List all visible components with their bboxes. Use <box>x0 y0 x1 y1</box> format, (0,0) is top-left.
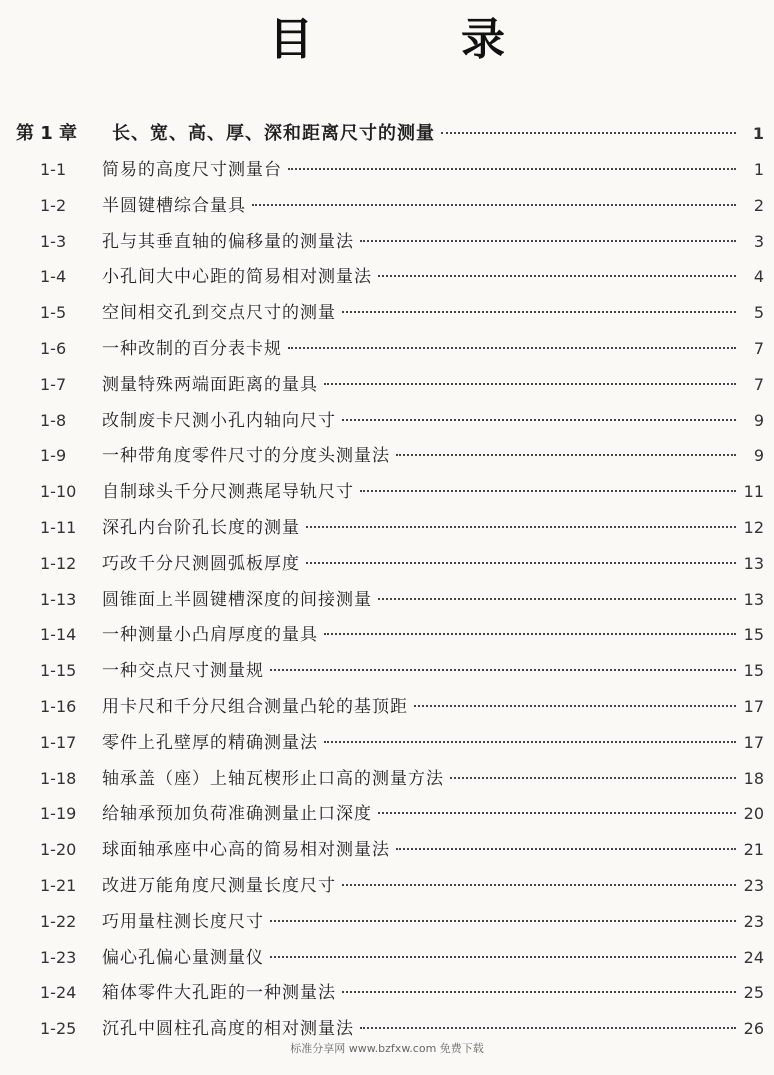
section-number: 1-24 <box>40 983 77 1003</box>
section-number: 1-12 <box>40 553 77 573</box>
toc-entry[interactable] <box>16 582 764 618</box>
toc-entry[interactable] <box>16 367 764 403</box>
dot-leader <box>324 632 736 635</box>
dot-leader <box>414 704 736 707</box>
section-page-number: 20 <box>743 804 764 824</box>
section-title: 简易的高度尺寸测量台 <box>102 160 282 180</box>
toc-entry[interactable] <box>16 510 764 546</box>
section-title: 箱体零件大孔距的一种测量法 <box>102 983 336 1004</box>
section-title: 用卡尺和千分尺组合测量凸轮的基顶距 <box>102 696 408 717</box>
section-title: 孔与其垂直轴的偏移量的测量法 <box>102 231 354 252</box>
section-page-number: 12 <box>743 517 764 537</box>
dot-leader <box>270 955 736 958</box>
section-number: 1-15 <box>40 661 77 681</box>
section-number: 1-2 <box>40 195 67 215</box>
section-page-number: 17 <box>743 732 764 752</box>
toc-entry[interactable] <box>16 295 764 331</box>
section-number: 1-19 <box>40 804 77 824</box>
section-page-number: 9 <box>753 446 764 466</box>
section-title: 巧改千分尺测圆弧板厚度 <box>102 553 300 574</box>
section-title: 改进万能角度尺测量长度尺寸 <box>102 875 336 896</box>
toc-entry[interactable] <box>16 653 764 689</box>
dot-leader <box>324 740 736 743</box>
chapter-page-number: 1 <box>752 124 764 143</box>
chapter-title: 长、宽、高、厚、深和距离尺寸的测量 <box>112 123 435 144</box>
section-page-number: 25 <box>743 983 764 1003</box>
section-title: 测量特殊两端面距离的量具 <box>102 374 318 395</box>
chapter-number: 第 1 章 <box>16 123 78 144</box>
dot-leader <box>450 776 736 779</box>
toc-entry[interactable] <box>16 474 764 510</box>
chapter-entry[interactable] <box>16 116 764 152</box>
toc-entry[interactable] <box>16 403 764 439</box>
dot-leader <box>270 668 736 671</box>
dot-leader <box>360 1026 736 1029</box>
section-number: 1-5 <box>40 303 67 323</box>
section-page-number: 17 <box>743 696 764 716</box>
section-number: 1-7 <box>40 374 67 394</box>
section-page-number: 7 <box>753 338 764 358</box>
section-number: 1-9 <box>40 446 67 466</box>
dot-leader <box>396 847 736 850</box>
dot-leader <box>252 203 736 206</box>
section-title: 改制废卡尺测小孔内轴向尺寸 <box>102 410 336 431</box>
section-page-number: 1 <box>753 160 764 179</box>
section-number: 1-4 <box>40 267 67 287</box>
page-title: 目 录 <box>269 14 557 65</box>
section-title: 一种改制的百分表卡规 <box>102 338 282 359</box>
section-page-number: 13 <box>743 553 764 573</box>
section-page-number: 15 <box>743 661 764 681</box>
section-number: 1-20 <box>40 840 77 860</box>
dot-leader <box>306 561 736 564</box>
section-page-number: 23 <box>743 911 764 931</box>
toc-entry[interactable] <box>16 832 764 868</box>
section-page-number: 18 <box>743 768 764 788</box>
dot-leader <box>378 597 736 600</box>
section-number: 1-11 <box>40 517 77 537</box>
section-number: 1-8 <box>40 410 67 430</box>
dot-leader <box>270 919 736 922</box>
section-number: 1-23 <box>40 947 77 967</box>
section-number: 1-18 <box>40 768 77 788</box>
section-page-number: 9 <box>753 410 764 430</box>
section-title: 一种交点尺寸测量规 <box>102 661 264 682</box>
dot-leader <box>342 310 736 313</box>
watermark: 标准分享网 www.bzfxw.com 免费下载 <box>290 1042 484 1055</box>
section-title: 给轴承预加负荷准确测量止口深度 <box>102 804 372 825</box>
section-page-number: 15 <box>743 625 764 645</box>
toc-entry[interactable] <box>16 188 764 224</box>
toc-entry[interactable] <box>16 940 764 976</box>
section-page-number: 7 <box>753 374 764 394</box>
section-title: 轴承盖（座）上轴瓦楔形止口高的测量方法 <box>102 768 444 789</box>
section-page-number: 3 <box>753 231 764 251</box>
dot-leader <box>378 811 736 814</box>
dot-leader <box>360 489 736 492</box>
dot-leader <box>288 346 736 349</box>
section-number: 1-3 <box>40 231 67 251</box>
section-page-number: 21 <box>743 840 764 860</box>
section-title: 沉孔中圆柱孔高度的相对测量法 <box>102 1019 354 1040</box>
section-title: 巧用量柱测长度尺寸 <box>102 911 264 932</box>
section-title: 半圆键槽综合量具 <box>102 195 246 216</box>
section-page-number: 24 <box>743 947 764 967</box>
section-title: 空间相交孔到交点尺寸的测量 <box>102 303 336 324</box>
section-page-number: 5 <box>753 303 764 323</box>
toc-entry[interactable] <box>16 546 764 582</box>
toc-entry[interactable] <box>16 725 764 761</box>
dot-leader <box>441 131 736 134</box>
toc-entry[interactable] <box>16 796 764 832</box>
dot-leader <box>306 525 736 528</box>
dot-leader <box>342 418 736 421</box>
section-number: 1-14 <box>40 625 77 645</box>
section-number: 1-1 <box>40 160 67 179</box>
section-number: 1-10 <box>40 482 77 502</box>
toc-entry[interactable] <box>16 904 764 940</box>
dot-leader <box>378 274 736 277</box>
section-page-number: 26 <box>743 1019 764 1039</box>
section-number: 1-22 <box>40 911 77 931</box>
toc-entry[interactable] <box>16 438 764 474</box>
dot-leader <box>342 883 736 886</box>
section-title: 小孔间大中心距的简易相对测量法 <box>102 267 372 288</box>
dot-leader <box>324 382 736 385</box>
section-title: 一种测量小凸肩厚度的量具 <box>102 625 318 646</box>
section-title: 自制球头千分尺测燕尾导轨尺寸 <box>102 482 354 503</box>
section-number: 1-17 <box>40 732 77 752</box>
section-page-number: 2 <box>753 195 764 215</box>
dot-leader <box>360 239 736 242</box>
toc-entry[interactable] <box>16 868 764 904</box>
section-number: 1-21 <box>40 875 77 895</box>
section-title: 一种带角度零件尺寸的分度头测量法 <box>102 446 390 467</box>
toc-entry[interactable] <box>16 761 764 797</box>
section-title: 圆锥面上半圆键槽深度的间接测量 <box>102 589 372 610</box>
section-title: 零件上孔壁厚的精确测量法 <box>102 732 318 753</box>
section-page-number: 11 <box>743 482 764 502</box>
section-number: 1-16 <box>40 696 77 716</box>
section-title: 偏心孔偏心量测量仪 <box>102 947 264 968</box>
section-title: 深孔内台阶孔长度的测量 <box>102 517 300 538</box>
section-page-number: 4 <box>753 267 764 287</box>
toc-entry[interactable] <box>16 689 764 725</box>
section-number: 1-25 <box>40 1019 77 1039</box>
toc-entry[interactable] <box>16 152 764 188</box>
section-number: 1-13 <box>40 589 77 609</box>
table-of-contents <box>16 116 764 1047</box>
dot-leader <box>288 167 736 170</box>
section-title: 球面轴承座中心高的简易相对测量法 <box>102 840 390 861</box>
dot-leader <box>342 990 736 993</box>
toc-entry[interactable] <box>16 617 764 653</box>
section-number: 1-6 <box>40 338 67 358</box>
section-page-number: 13 <box>743 589 764 609</box>
toc-entry[interactable] <box>16 259 764 295</box>
toc-entry[interactable] <box>16 224 764 260</box>
section-page-number: 23 <box>743 875 764 895</box>
dot-leader <box>396 453 736 456</box>
toc-entry[interactable] <box>16 975 764 1011</box>
toc-entry[interactable] <box>16 331 764 367</box>
